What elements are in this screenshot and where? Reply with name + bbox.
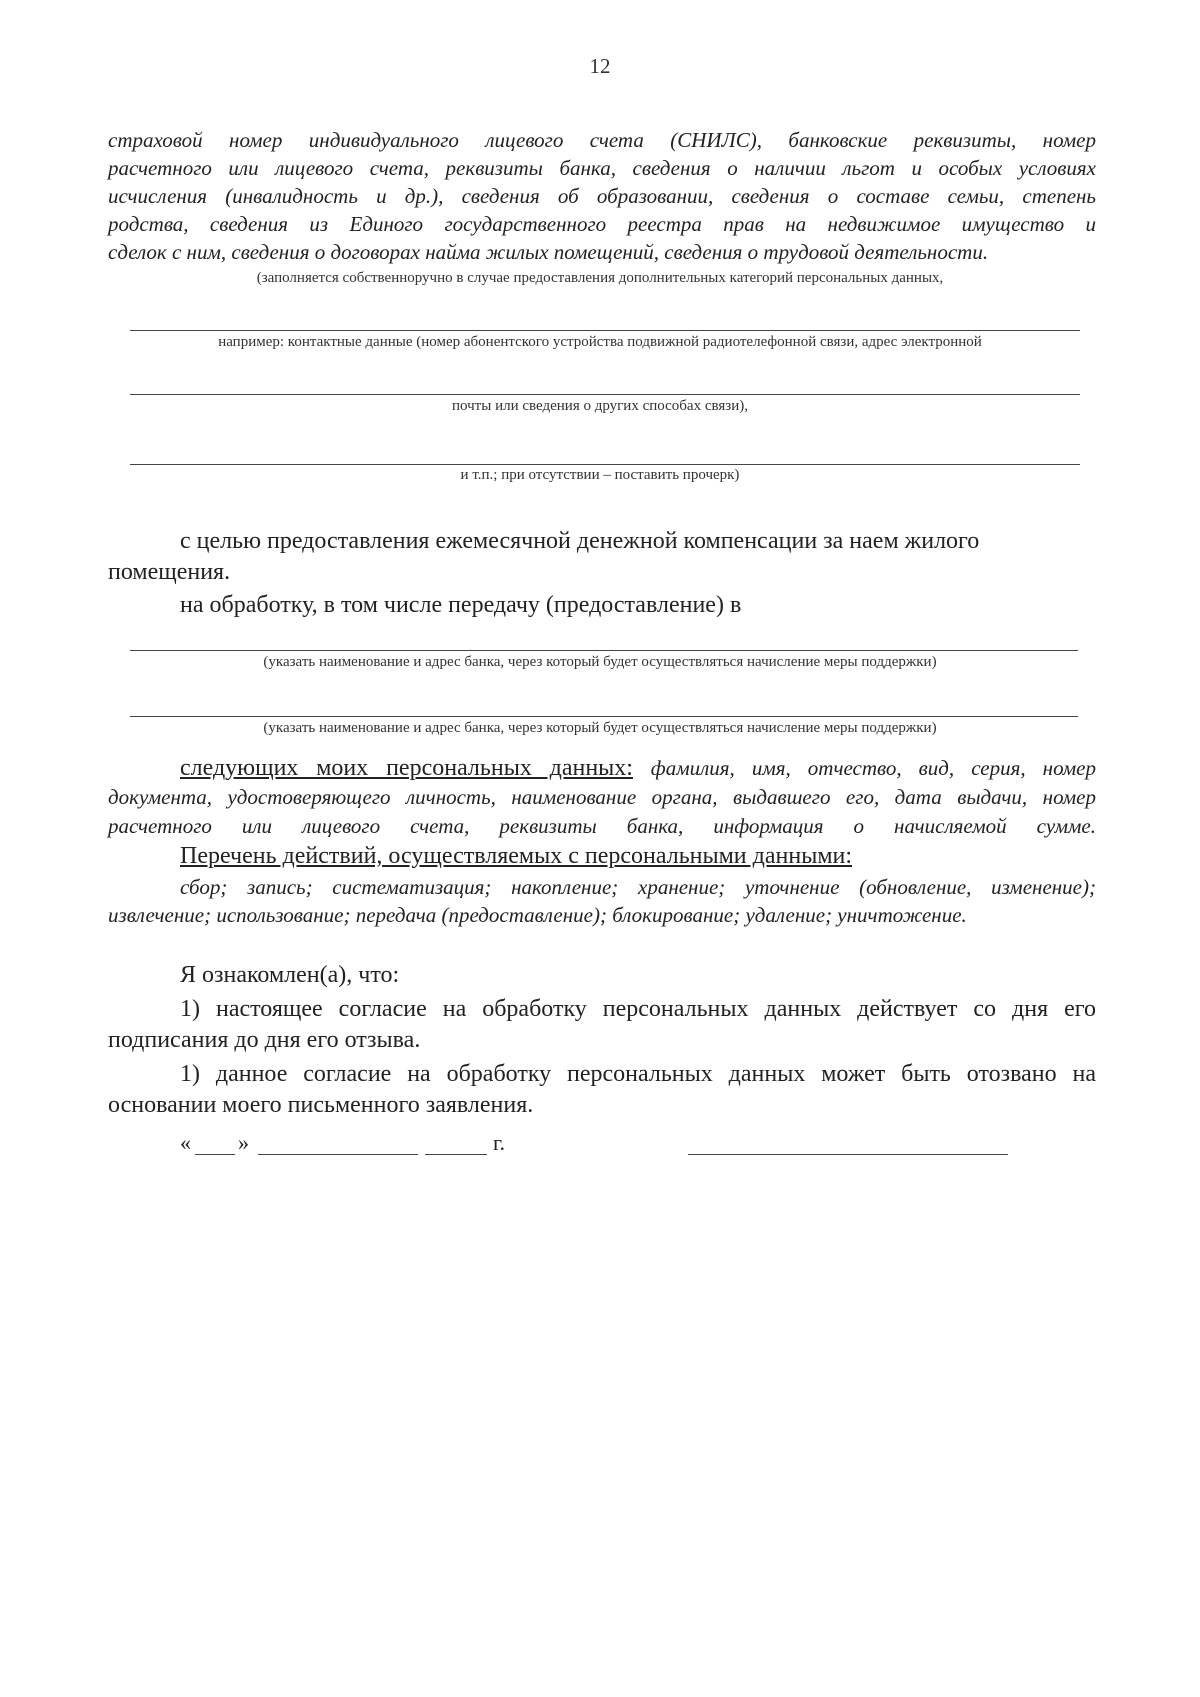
- year-field[interactable]: [425, 1154, 487, 1155]
- signature-row: [0, 1128, 1200, 1168]
- consent-item: 1) настоящее согласие на обработку персональных данных действует со дня его подписания до дня его отзыва.: [108, 996, 1096, 1053]
- processing-paragraph: на обработку, в том числе передачу (предоставление) в: [180, 592, 742, 618]
- intro-line: расчетного или лицевого счета, реквизиты банка, сведения о наличии льгот и особых условиях: [108, 156, 1096, 180]
- personal-data-paragraph: [108, 754, 1096, 841]
- consent-item: 1) данное согласие на обработку персональных данных может быть отозвано на основании моего письменного заявления.: [108, 1061, 1096, 1118]
- hint-other-contacts: почты или сведения о других способах связи),: [452, 398, 748, 414]
- intro-text: [108, 126, 1096, 238]
- personal-data-list: фамилия, имя, отчество, вид, серия, номер документа, удостоверяющего личность, наименование органа, выдавшего его, дата выдачи, номер расчетного или лицевого счета, реквизиты банка, информация о начисляемой сумме.: [108, 756, 1096, 838]
- hint-bank: (указать наименование и адрес банка, через который будет осуществляться начисление меры поддержки): [263, 654, 937, 670]
- acknowledged-text: Я ознакомлен(а), что:: [180, 962, 400, 988]
- fill-line[interactable]: [130, 464, 1080, 465]
- hint-bank: (указать наименование и адрес банка, через который будет осуществляться начисление меры поддержки): [263, 720, 937, 736]
- intro-last-line: сделок с ним, сведения о договорах найма жилых помещений, сведения о трудовой деятельности.: [108, 240, 989, 264]
- bank-fill-line[interactable]: [130, 650, 1078, 651]
- purpose-paragraph: с целью предоставления ежемесячной денежной компенсации за наем жилого помещения.: [108, 528, 980, 585]
- personal-data-heading: следующих моих персональных данных:: [180, 755, 633, 781]
- day-field[interactable]: [195, 1154, 235, 1155]
- date-quote-open: «: [180, 1130, 191, 1155]
- fill-line[interactable]: [130, 330, 1080, 331]
- page-number: 12: [589, 54, 611, 78]
- hint-additional-categories: (заполняется собственноручно в случае предоставления дополнительных категорий персональных данных,: [256, 270, 944, 286]
- intro-line: родства, сведения из Единого государственного реестра прав на недвижимое имущество и: [108, 212, 1096, 236]
- actions-list: сбор; запись; систематизация; накопление; хранение; уточнение (обновление, изменение); извлечение; использование; передача (предоставление); блокирование; удаление; уничтожение.: [108, 875, 1096, 927]
- hint-contact-data: например: контактные данные (номер абонентского устройства подвижной радиотелефонной связи, адрес электронной: [218, 334, 982, 350]
- bank-fill-line[interactable]: [130, 716, 1078, 717]
- month-field[interactable]: [258, 1154, 418, 1155]
- date-quote-close: »: [238, 1130, 249, 1155]
- intro-line: страховой номер индивидуального лицевого счета (СНИЛС), банковские реквизиты, номер: [108, 128, 1096, 152]
- signature-field[interactable]: [688, 1154, 1008, 1155]
- hint-dash-if-absent: и т.п.; при отсутствии – поставить прочерк): [460, 467, 740, 483]
- actions-heading: Перечень действий, осуществляемых с персональными данными:: [180, 843, 853, 869]
- fill-line[interactable]: [130, 394, 1080, 395]
- actions-heading-row: [108, 841, 1096, 872]
- year-suffix: г.: [493, 1130, 506, 1155]
- intro-line: исчисления (инвалидность и др.), сведения об образовании, сведения о составе семьи, степень: [108, 184, 1096, 208]
